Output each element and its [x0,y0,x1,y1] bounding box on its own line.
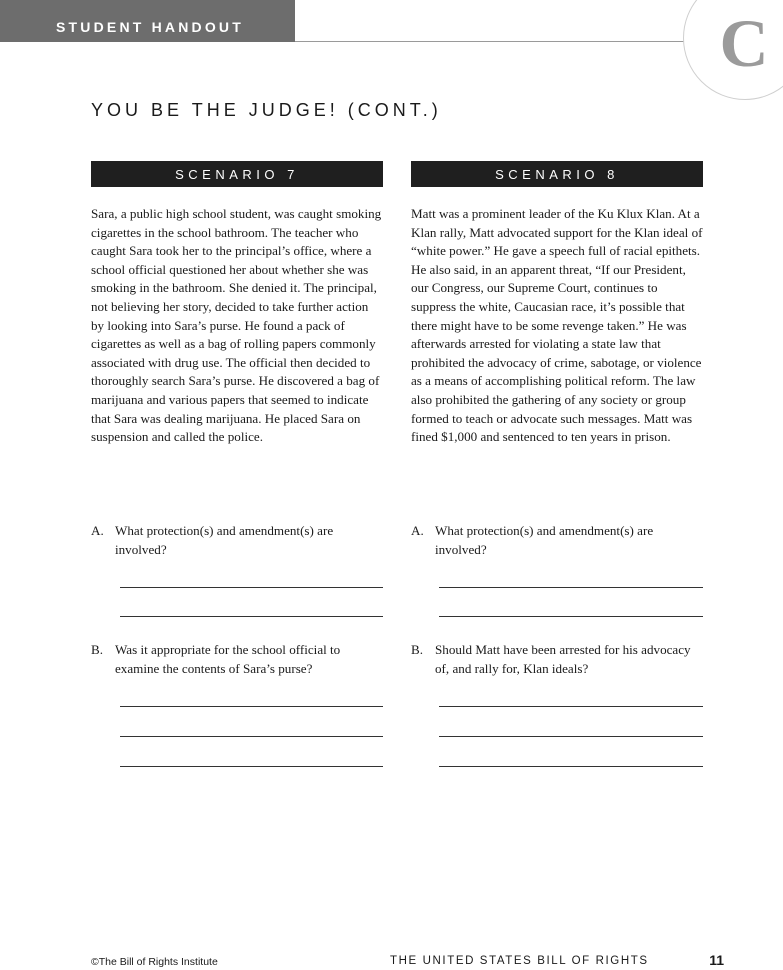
section-letter: C [719,5,769,81]
question-letter: A. [91,523,104,538]
page-number: 11 [709,952,724,968]
answer-line[interactable] [439,766,703,767]
scenario-8-question-b [411,641,703,681]
question-text: What protection(s) and amendment(s) are involved? [435,523,654,557]
answer-line[interactable] [120,736,383,737]
answer-line[interactable] [120,587,383,588]
question-text: Should Matt have been arrested for his advocacy of, and rally for, Klan ideals? [435,642,691,676]
header-rule [295,41,695,42]
handout-label: STUDENT HANDOUT [56,19,244,35]
question-letter: A. [411,523,424,538]
answer-line[interactable] [120,706,383,707]
answer-line[interactable] [439,706,703,707]
answer-line[interactable] [439,587,703,588]
scenario-8-heading-label: SCENARIO 8 [495,166,619,182]
answer-line[interactable] [120,616,383,617]
scenario-7-question-a [91,522,383,562]
copyright-notice: ©The Bill of Rights Institute [91,956,218,968]
scenario-7-question-b [91,641,383,681]
scenario-7-heading [91,161,383,187]
scenario-7-heading-label: SCENARIO 7 [175,166,299,182]
scenario-8-text: Matt was a prominent leader of the Ku Klux Klan. At a Klan rally, Matt advocated support for the Klan ideal of “white power.” He gave a speech full of racial epithets. He also said, in an apparent threat, “If our President, our Congress, our Supreme Court, continues to suppress the white, Caucasian race, it’s possible that there might have to be some revenge taken.” He was afterwards arrested for violating a state law that prohibited the advocacy of crime, sabotage, or violence as a means of accomplishing political reform. The law also prohibited the gathering of any society or group formed to teach or advocate such messages. Matt was fined $1,000 and sentenced to ten years in prison. [411,206,703,445]
answer-line[interactable] [439,616,703,617]
scenario-7-text: Sara, a public high school student, was caught smoking cigarettes in the school bathroom. The teacher who caught Sara took her to the principal’s office, where a school official questioned her about whether she was smoking in the bathroom. She denied it. The principal, not believing her story, decided to take further action by looking into Sara’s purse. He found a pack of cigarettes as well as a bag of rolling papers commonly associated with drug use. The official then decided to thoroughly search Sara’s purse. He discovered a bag of marijuana and various papers that seemed to indicate that Sara was dealing marijuana. He placed Sara on suspension and called the police. [91,206,382,445]
question-letter: B. [91,642,104,657]
page-title: YOU BE THE JUDGE! (CONT.) [91,100,442,120]
question-letter: B. [411,642,424,657]
answer-line[interactable] [120,766,383,767]
scenario-8-heading [411,161,703,187]
question-text: What protection(s) and amendment(s) are involved? [115,523,334,557]
answer-line[interactable] [439,736,703,737]
book-title: THE UNITED STATES BILL OF RIGHTS [390,955,649,967]
question-text: Was it appropriate for the school official to examine the contents of Sara’s purse? [115,642,341,676]
scenario-8-question-a [411,522,703,562]
